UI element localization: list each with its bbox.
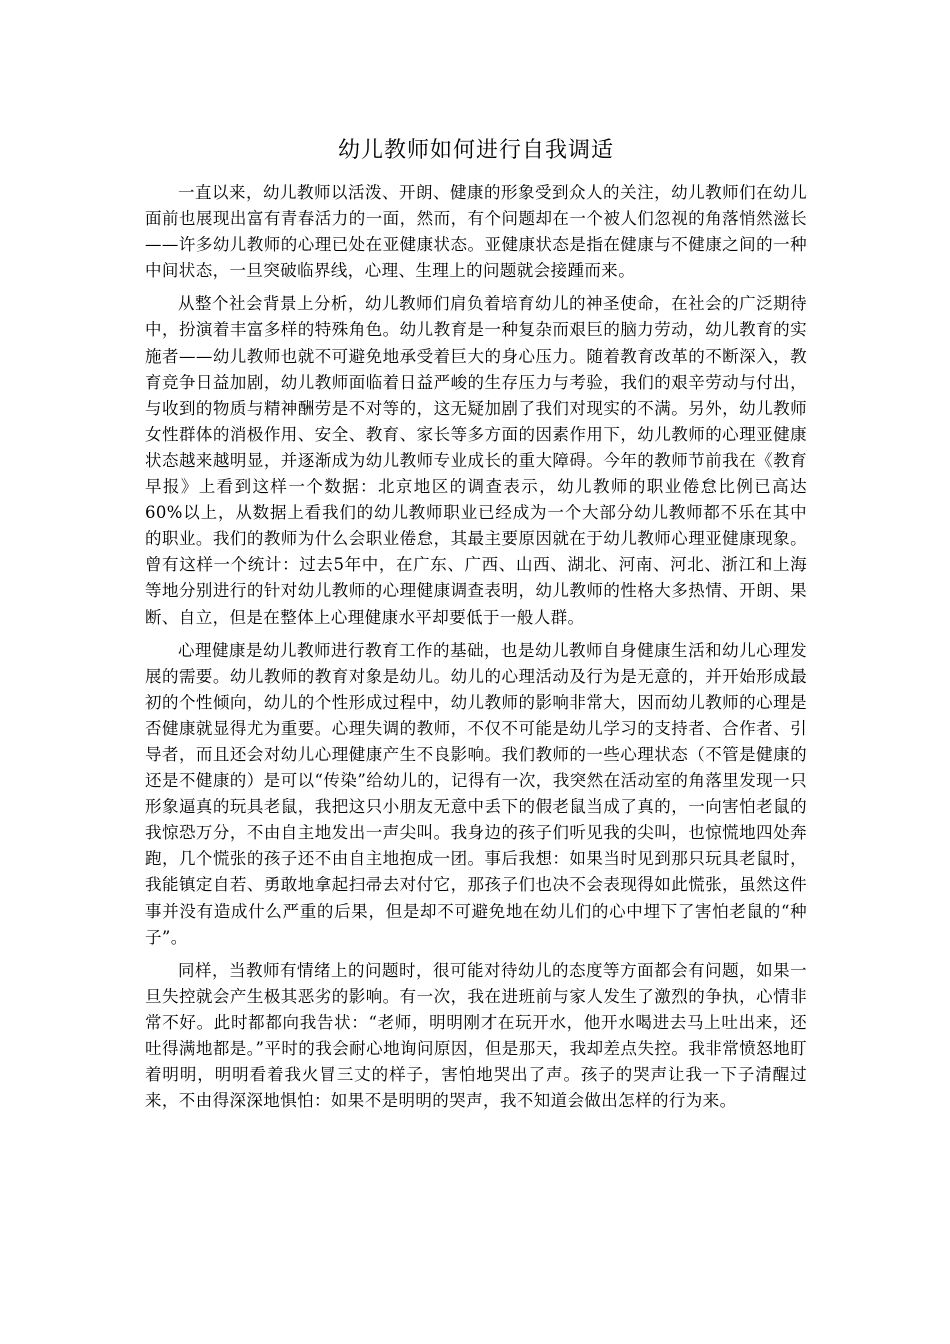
paragraph-2: 从整个社会背景上分析，幼儿教师们肩负着培育幼儿的神圣使命，在社会的广泛期待中，扮演着丰富多样的特殊角色。幼儿教育是一种复杂而艰巨的脑力劳动，幼儿教育的实施者——幼儿教师也就不可避免地承受着巨大的身心压力。随着教育改革的不断深入，教育竞争日益加剧，幼儿教师面临着日益严峻的生存压力与考验，我们的艰辛劳动与付出，与收到的物质与精神酬劳是不对等的，这无疑加剧了我们对现实的不满。另外，幼儿教师女性群体的消极作用、安全、教育、家长等多方面的因素作用下，幼儿教师的心理亚健康状态越来越明显，并逐渐成为幼儿教师专业成长的重大障碍。今年的教师节前我在《教育早报》上看到这样一个数据：北京地区的调查表示，幼儿教师的职业倦怠比例已高达60%以上，从数据上看我们的幼儿教师职业已经成为一个大部分幼儿教师都不乐在其中的职业。我们的教师为什么会职业倦怠，其最主要原因就在于幼儿教师心理亚健康现象。曾有这样一个统计：过去5年中，在广东、广西、山西、湖北、河南、河北、浙江和上海等地分别进行的针对幼儿教师的心理健康调查表明，幼儿教师的性格大多热情、开朗、果断、自立，但是在整体上心理健康水平却要低于一般人群。	[145, 294, 807, 627]
document-title: 幼儿教师如何进行自我调适	[337, 138, 614, 163]
paragraph-3: 心理健康是幼儿教师进行教育工作的基础，也是幼儿教师自身健康生活和幼儿心理发展的需要。幼儿教师的教育对象是幼儿。幼儿的心理活动及行为是无意的，并开始形成最初的个性倾向，幼儿的个性形成过程中，幼儿教师的影响非常大，因而幼儿教师的心理是否健康就显得尤为重要。心理失调的教师，不仅不可能是幼儿学习的支持者、合作者、引导者，而且还会对幼儿心理健康产生不良影响。我们教师的一些心理状态（不管是健康的还是不健康的）是可以“传染”给幼儿的，记得有一次，我突然在活动室的角落里发现一只形象逼真的玩具老鼠，我把这只小朋友无意中丢下的假老鼠当成了真的，一向害怕老鼠的我惊恐万分，不由自主地发出一声尖叫。我身边的孩子们听见我的尖叫，也惊慌地四处奔跑，几个慌张的孩子还不由自主地抱成一团。事后我想：如果当时见到那只玩具老鼠时，我能镇定自若、勇敢地拿起扫帚去对付它，那孩子们也决不会表现得如此慌张，虽然这件事并没有造成什么严重的后果，但是却不可避免地在幼儿们的心中埋下了害怕老鼠的“种子”。	[145, 640, 807, 947]
paragraph-4: 同样，当教师有情绪上的问题时，很可能对待幼儿的态度等方面都会有问题，如果一旦失控就会产生极其恶劣的影响。有一次，我在进班前与家人发生了激烈的争执，心情非常不好。此时都都向我告状：“老师，明明刚才在玩开水，他开水喝进去马上吐出来，还吐得满地都是。”平时的我会耐心地询问原因，但是那天，我却差点失控。我非常愤怒地盯着明明，明明看着我火冒三丈的样子，害怕地哭出了声。孩子的哭声让我一下子清醒过来，不由得深深地惧怕：如果不是明明的哭声，我不知道会做出怎样的行为来。	[145, 960, 807, 1111]
paragraph-1: 一直以来，幼儿教师以活泼、开朗、健康的形象受到众人的关注，幼儿教师们在幼儿面前也展现出富有青春活力的一面，然而，有个问题却在一个被人们忽视的角落悄然滋长——许多幼儿教师的心理已处在亚健康状态。亚健康状态是指在健康与不健康之间的一种中间状态，一旦突破临界线，心理、生理上的问题就会接踵而来。	[145, 183, 807, 281]
document-page	[145, 136, 807, 1121]
